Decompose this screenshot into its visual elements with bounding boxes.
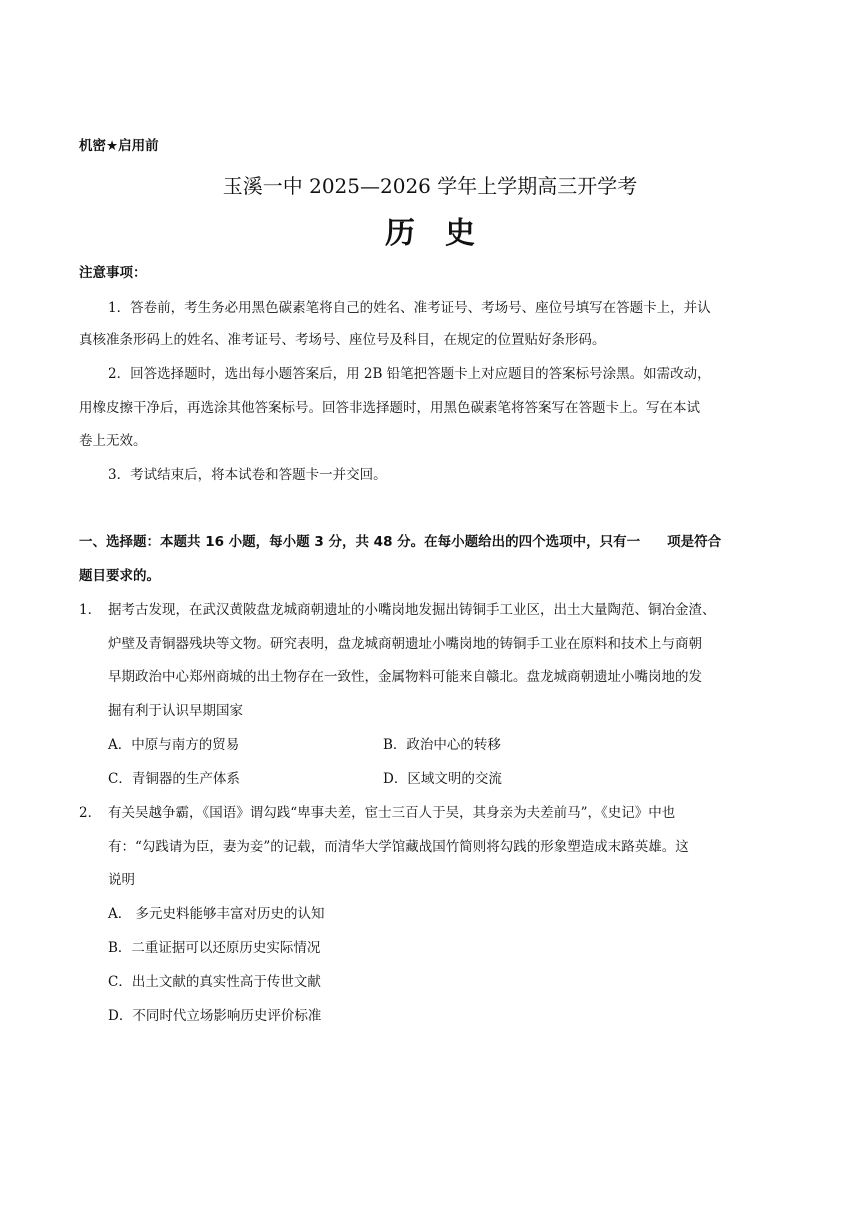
option-b: B．二重证据可以还原历史实际情况 — [108, 940, 321, 956]
notice-line: 卷上无效。 — [79, 433, 147, 449]
option-d: D．不同时代立场影响历史评价标准 — [108, 1008, 322, 1024]
section-heading-cont: 题目要求的。 — [79, 568, 160, 584]
option-b: B．政治中心的转移 — [383, 737, 501, 753]
question-number: 2． — [79, 805, 102, 821]
option-d: D．区域文明的交流 — [383, 771, 502, 787]
question-text: 掘有利于认识早期国家 — [108, 703, 243, 719]
notice-line: 2．回答选择题时，选出每小题答案后，用 2B 铅笔把答题卡上对应题目的答案标号涂黑。如需改动， — [108, 366, 711, 382]
notice-line: 真核准条形码上的姓名、准考证号、考场号、座位号及科目，在规定的位置贴好条形码。 — [79, 332, 606, 348]
subject-title: 历史 — [385, 216, 505, 251]
question-text: 早期政治中心郑州商城的出土物存在一致性，金属物料可能来自赣北。盘龙城商朝遗址小嘴岗地的发 — [108, 669, 702, 685]
option-c: C．出土文献的真实性高于传世文献 — [108, 974, 321, 990]
option-a: A． 多元史料能够丰富对历史的认知 — [108, 906, 325, 922]
option-a: A．中原与南方的贸易 — [108, 737, 240, 753]
question-text: 有：“勾践请为臣，妻为妾”的记载，而清华大学馆藏战国竹简则将勾践的形象塑造成末路英雄。这 — [108, 839, 689, 855]
question-text: 说明 — [108, 872, 135, 888]
option-c: C．青铜器的生产体系 — [108, 771, 240, 787]
notice-heading: 注意事项： — [79, 265, 147, 281]
notice-line: 3．考试结束后，将本试卷和答题卡一并交回。 — [108, 467, 387, 483]
question-text: 有关吴越争霸，《国语》谓勾践“卑事夫差，宦士三百人于吴，其身亲为夫差前马”，《史记》中也 — [108, 805, 676, 821]
notice-line: 用橡皮擦干净后，再选涂其他答案标号。回答非选择题时，用黑色碳素笔将答案写在答题卡上。写在本试 — [79, 400, 700, 416]
question-text: 炉壁及青铜器残块等文物。研究表明，盘龙城商朝遗址小嘴岗地的铸铜手工业在原料和技术上与商朝 — [108, 636, 702, 652]
notice-line: 1．答卷前，考生务必用黑色碳素笔将自己的姓名、准考证号、考场号、座位号填写在答题卡上，并认 — [108, 300, 711, 316]
exam-title: 玉溪一中 2025—2026 学年上学期高三开学考 — [222, 174, 638, 198]
confidential-mark: 机密★启用前 — [79, 138, 159, 154]
question-text: 据考古发现，在武汉黄陂盘龙城商朝遗址的小嘴岗地发掘出铸铜手工业区，出土大量陶范、铜冶金渣、 — [108, 602, 716, 618]
question-number: 1． — [79, 602, 102, 618]
section-heading: 一、选择题：本题共 16 小题，每小题 3 分，共 48 分。在每小题给出的四个选项中，只有一 项是符合 — [79, 534, 722, 550]
